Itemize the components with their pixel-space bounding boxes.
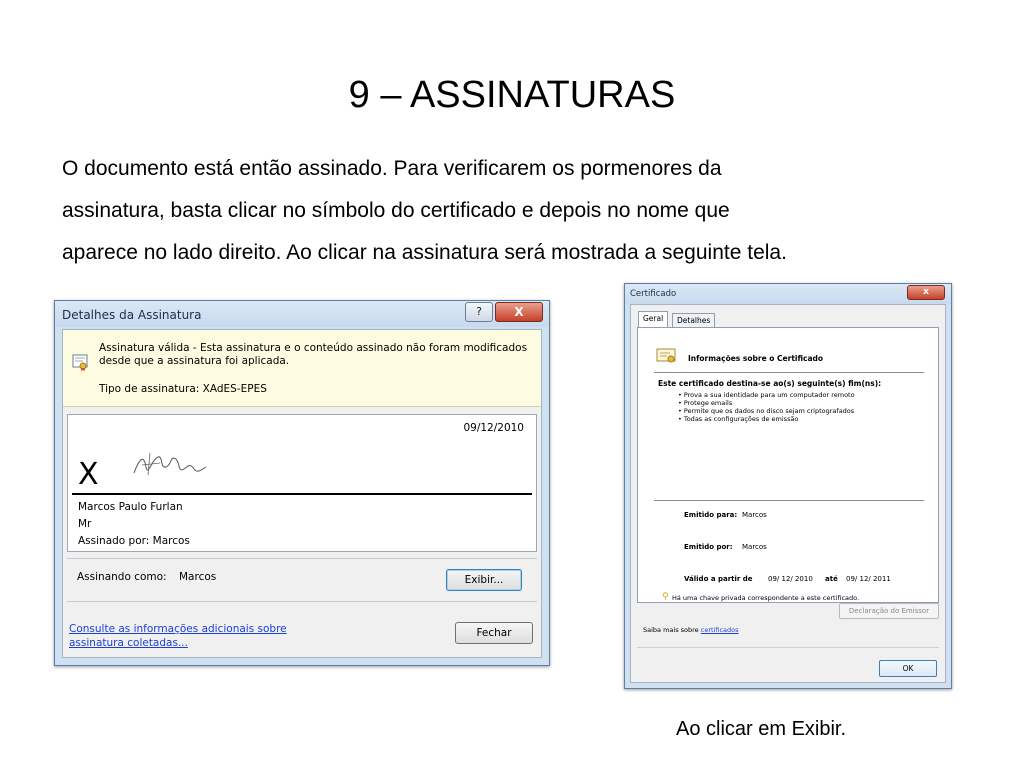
dialog-body [630,304,946,683]
general-tab-panel [637,327,939,603]
validity-banner [63,330,541,407]
slide-body-line: aparece no lado direito. Ao clicar na assinatura será mostrada a seguinte tela. [62,241,787,264]
valid-to-label: até [825,575,838,583]
valid-from-value: 09/ 12/ 2010 [768,575,813,583]
divider [637,647,939,648]
list-item: • Permite que os dados no disco sejam criptografados [678,407,855,415]
signature-box [67,414,537,552]
dialog-title: Certificado [630,289,677,299]
signature-x-mark: X [78,457,99,492]
key-icon: ⚲ [662,592,669,602]
signing-as-row [67,558,537,602]
slide-body-line: assinatura, basta clicar no símbolo do certificado e depois no nome que [62,199,730,222]
slide-body-line: O documento está então assinado. Para verificarem os pormenores da [62,157,722,180]
signer-title: Mr [78,518,92,530]
close-button[interactable]: Fechar [455,622,533,644]
list-item: • Todas as configurações de emissão [678,415,855,423]
tab-detalhes[interactable]: Detalhes [672,313,715,328]
purpose-list [678,391,855,423]
issued-by-label: Emitido por: [684,543,733,551]
certificate-icon [72,354,88,372]
signing-as-label: Assinando como: [77,571,167,583]
signed-by: Assinado por: Marcos [78,535,190,547]
signature-line [72,493,532,495]
signature-date: 09/12/2010 [463,422,524,434]
valid-from-label: Válido a partir de [684,575,753,583]
signature-details-dialog [54,300,550,666]
valid-to-value: 09/ 12/ 2011 [846,575,891,583]
close-icon[interactable]: X [495,302,543,322]
issued-to-label: Emitido para: [684,511,738,519]
validity-message: Assinatura válida - Esta assinatura e o conteúdo assinado não foram modificados [99,342,528,354]
dialog-body [62,329,542,658]
ok-button[interactable]: OK [879,660,937,677]
close-icon[interactable]: x [907,285,945,300]
purpose-heading: Este certificado destina-se ao(s) seguinte(s) fim(ns): [658,379,882,388]
issued-to-value: Marcos [742,511,767,519]
slide-caption: Ao clicar em Exibir. [676,718,847,740]
issued-by-value: Marcos [742,543,767,551]
divider [654,372,924,373]
slide-body [62,148,972,274]
certificate-dialog [624,283,952,689]
validity-message-cont: desde que a assinatura foi aplicada. [99,355,290,367]
view-certificate-button[interactable]: Exibir... [446,569,522,591]
learn-more-prefix: Saiba mais sobre [643,626,699,634]
dialog-title: Detalhes da Assinatura [62,308,202,322]
handwritten-signature [130,449,210,483]
certificate-info-title: Informações sobre o Certificado [688,354,824,363]
learn-more [643,626,739,634]
certificate-icon [656,348,676,364]
slide-title: 9 – ASSINATURAS [348,74,676,116]
list-item: • Prova a sua identidade para um computador remoto [678,391,855,399]
divider [654,500,924,501]
private-key-note: Há uma chave privada correspondente a este certificado. [672,594,860,602]
help-button[interactable]: ? [465,302,493,322]
signing-as-value: Marcos [179,571,217,583]
signer-name: Marcos Paulo Furlan [78,501,183,513]
title-bar[interactable] [55,301,549,327]
issuer-statement-button[interactable]: Declaração do Emissor [839,603,939,619]
more-info-link[interactable]: Consulte as informações adicionais sobre assinatura coletadas... [69,623,287,649]
title-bar[interactable] [625,284,951,304]
tab-geral[interactable]: Geral [638,311,668,328]
list-item: • Protege emails [678,399,855,407]
signature-type: Tipo de assinatura: XAdES-EPES [99,383,267,395]
certificates-link[interactable]: certificados [700,626,739,634]
